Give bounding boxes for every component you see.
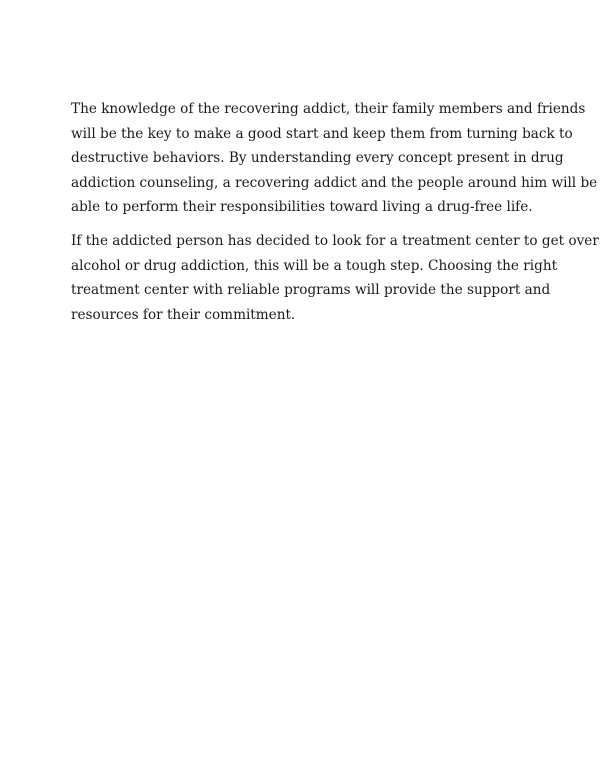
text-line: resources for their commitment. xyxy=(71,306,296,323)
text-line: will be the key to make a good start and keep them from turning back to xyxy=(71,125,573,142)
document-body xyxy=(71,97,599,336)
text-line: addiction counseling, a recovering addict and the people around him will be xyxy=(71,174,598,191)
paragraph-1 xyxy=(71,97,598,220)
text-line: The knowledge of the recovering addict, their family members and friends xyxy=(71,101,586,117)
text-line: alcohol or drug addiction, this will be a tough step. Choosing the right xyxy=(71,257,558,274)
text-line: destructive behaviors. By understanding every concept present in drug xyxy=(71,150,564,167)
paragraph-2 xyxy=(71,229,599,327)
text-line: able to perform their responsibilities toward living a drug-free life. xyxy=(71,199,533,216)
text-line: treatment center with reliable programs will provide the support and xyxy=(71,282,551,299)
text-line: If the addicted person has decided to look for a treatment center to get over xyxy=(71,232,599,249)
